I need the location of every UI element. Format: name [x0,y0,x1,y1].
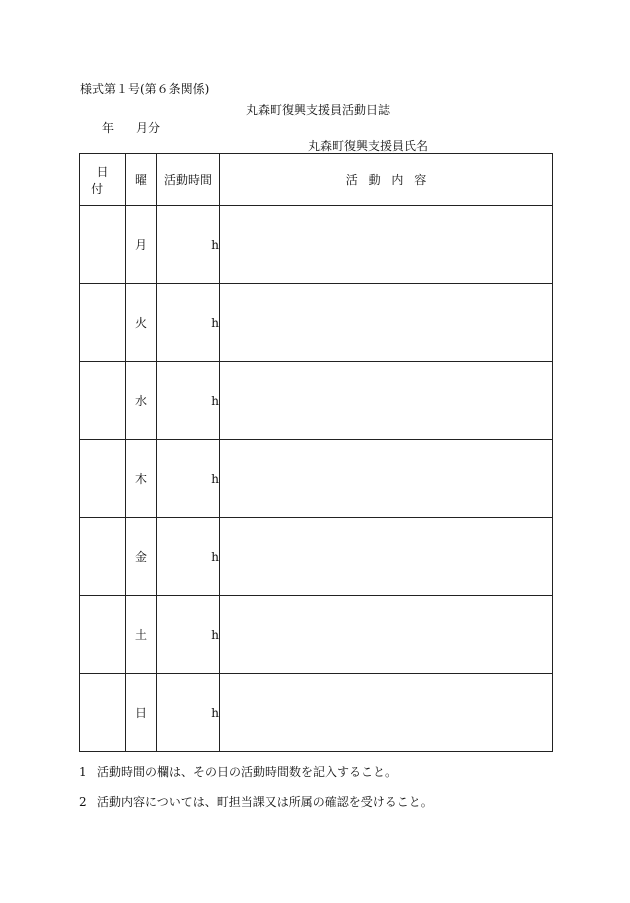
content-cell[interactable] [220,206,553,284]
hours-cell[interactable]: h [157,284,220,362]
note-item [79,765,433,795]
table-row [80,284,553,362]
day-of-week-cell: 金 [126,518,157,596]
note-item [79,795,433,825]
table-row [80,674,553,752]
date-cell[interactable] [80,206,126,284]
date-cell[interactable] [80,596,126,674]
header-activity-content: 活動内容 [220,154,553,206]
day-of-week-cell: 日 [126,674,157,752]
activity-log-table [79,153,553,752]
note-number: 2 [79,795,87,809]
day-of-week-cell: 土 [126,596,157,674]
hours-cell[interactable]: h [157,206,220,284]
table-row [80,206,553,284]
header-day-of-week: 曜 [126,154,157,206]
date-cell[interactable] [80,674,126,752]
hours-cell[interactable]: h [157,440,220,518]
hours-cell[interactable]: h [157,362,220,440]
date-cell[interactable] [80,284,126,362]
table-header-row [80,154,553,206]
day-of-week-cell: 水 [126,362,157,440]
content-cell[interactable] [220,440,553,518]
date-cell[interactable] [80,362,126,440]
content-cell[interactable] [220,284,553,362]
notes [79,765,433,825]
table-row [80,362,553,440]
table-row [80,518,553,596]
table-row [80,596,553,674]
date-cell[interactable] [80,440,126,518]
note-text: 活動時間の欄は、その日の活動時間数を記入すること。 [97,765,398,779]
day-of-week-cell: 木 [126,440,157,518]
header-date: 日付 [80,154,126,206]
year-label: 年 [102,121,115,135]
content-cell[interactable] [220,674,553,752]
note-number: 1 [79,765,87,779]
hours-cell[interactable]: h [157,674,220,752]
day-of-week-cell: 火 [126,284,157,362]
note-text: 活動内容については、町担当課又は所属の確認を受けること。 [97,795,433,809]
content-cell[interactable] [220,518,553,596]
hours-cell[interactable]: h [157,518,220,596]
date-cell[interactable] [80,518,126,596]
content-cell[interactable] [220,362,553,440]
header-activity-hours: 活動時間 [157,154,220,206]
hours-cell[interactable]: h [157,596,220,674]
day-of-week-cell: 月 [126,206,157,284]
content-cell[interactable] [220,596,553,674]
month-label: 月分 [136,121,161,135]
table-row [80,440,553,518]
page-title: 丸森町復興支援員活動日誌 [246,103,391,117]
form-number: 様式第１号(第６条関係) [80,82,210,96]
supporter-name-label: 丸森町復興支援員氏名 [308,139,429,153]
